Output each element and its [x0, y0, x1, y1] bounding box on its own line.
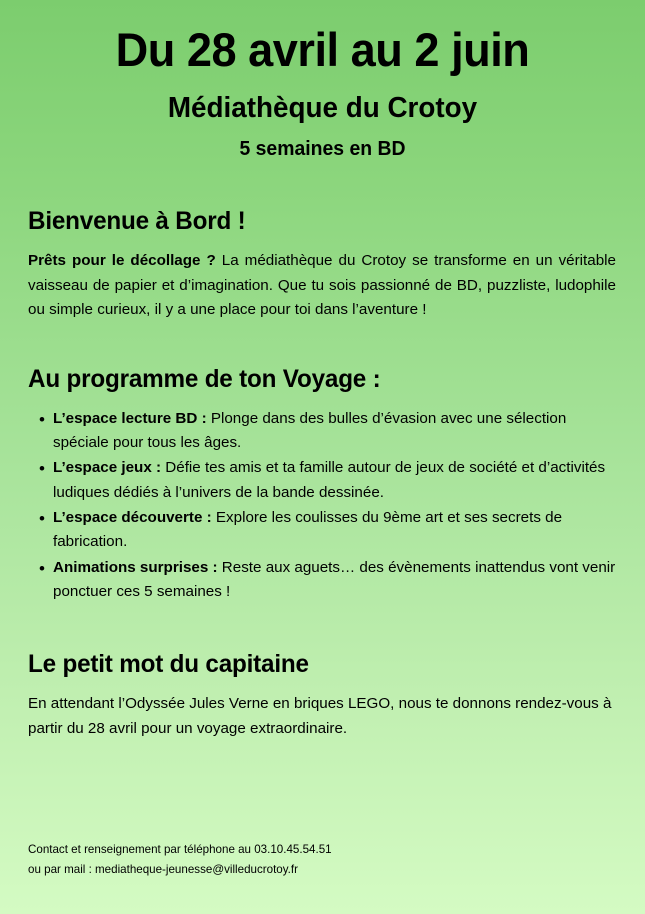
bullet-icon: •	[39, 409, 45, 429]
bullet-icon: •	[39, 558, 45, 578]
contact-phone-line: Contact et renseignement par téléphone au 03.10.45.54.51	[28, 843, 332, 857]
list-item	[28, 456, 617, 505]
captain-paragraph: En attendant l’Odyssée Jules Verne en briques LEGO, nous te donnons rendez-vous à partir du 28 avril pour un voyage extraordinaire.	[28, 695, 612, 737]
list-item-lead: L’espace lecture BD :	[53, 409, 207, 427]
list-item-body: Défie tes amis et ta famille autour de jeux de société et d’activités ludiques dédiés à l’univers de la bande dessinée.	[53, 459, 606, 501]
programme-heading: Au programme de ton Voyage :	[28, 365, 381, 393]
welcome-body: La médiathèque du Crotoy se transforme en un véritable vaisseau de papier et d’imagination. Que tu sois passionné de BD, puzzliste, ludophile ou simple curieux, il y a une place pour toi dans l’aventure !	[28, 252, 616, 319]
welcome-lead: Prêts pour le décollage ?	[28, 252, 216, 270]
list-item-body: Explore les coulisses du 9ème art et ses secrets de fabrication.	[53, 509, 563, 551]
list-item-lead: Animations surprises :	[53, 558, 218, 576]
contact-footer	[28, 840, 332, 880]
masthead	[28, 0, 617, 160]
bullet-icon: •	[39, 459, 45, 479]
contact-email-line: ou par mail : mediatheque-jeunesse@villeducrotoy.fr	[28, 863, 298, 877]
captain-section	[28, 650, 617, 741]
bullet-icon: •	[39, 509, 45, 528]
programme-list	[28, 407, 617, 605]
captain-heading: Le petit mot du capitaine	[28, 650, 309, 679]
list-item-lead: L’espace découverte :	[53, 509, 212, 526]
list-item-lead: L’espace jeux :	[53, 459, 162, 477]
welcome-section	[28, 207, 617, 323]
poster-title: Du 28 avril au 2 juin	[115, 23, 530, 76]
welcome-heading: Bienvenue à Bord !	[28, 207, 246, 236]
poster-tagline: 5 semaines en BD	[239, 138, 406, 161]
welcome-paragraph	[28, 249, 617, 323]
list-item	[28, 556, 617, 605]
list-item-body: Plonge dans des bulles d’évasion avec une sélection spéciale pour tous les âges.	[53, 409, 567, 452]
programme-section	[28, 365, 617, 604]
poster-subtitle: Médiathèque du Crotoy	[167, 91, 478, 124]
list-item-body: Reste aux aguets… des évènements inattendus vont venir ponctuer ces 5 semaines !	[53, 558, 616, 600]
list-item	[28, 407, 617, 456]
list-item	[28, 506, 617, 555]
